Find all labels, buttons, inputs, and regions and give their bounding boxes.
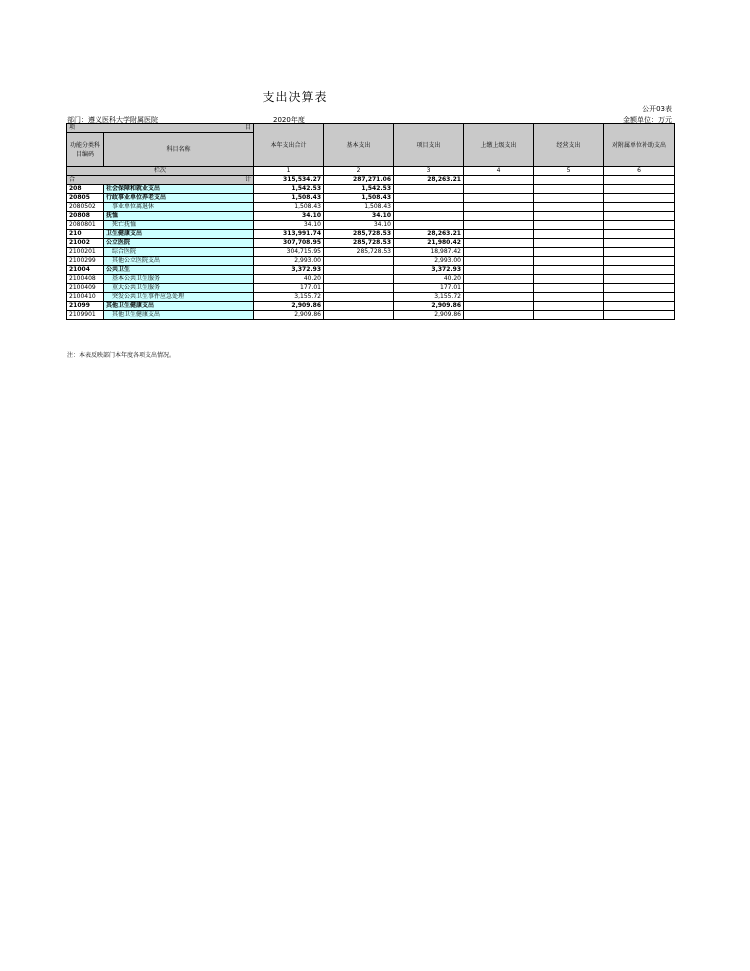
row-value-4 xyxy=(464,239,534,248)
row-value-3: 40.20 xyxy=(394,275,464,284)
row-value-3: 28,263.21 xyxy=(394,230,464,239)
row-value-3: 21,980.42 xyxy=(394,239,464,248)
row-value-4 xyxy=(464,266,534,275)
row-name: 基本公共卫生服务 xyxy=(104,275,254,284)
row-value-4 xyxy=(464,203,534,212)
col-header-3: 项目支出 xyxy=(394,124,464,167)
row-value-6 xyxy=(604,203,675,212)
row-value-2 xyxy=(324,266,394,275)
row-value-6 xyxy=(604,311,675,320)
row-value-6 xyxy=(604,293,675,302)
row-name: 公共卫生 xyxy=(104,266,254,275)
row-value-2: 285,728.53 xyxy=(324,239,394,248)
row-code: 20808 xyxy=(67,212,104,221)
row-value-1: 2,909.86 xyxy=(254,302,324,311)
column-index-1: 1 xyxy=(254,167,324,176)
row-value-4 xyxy=(464,185,534,194)
report-title-text: 支出决算表 xyxy=(262,90,328,104)
row-value-2: 1,508.43 xyxy=(324,194,394,203)
row-value-2 xyxy=(324,311,394,320)
table-row xyxy=(67,203,675,212)
column-index-3: 3 xyxy=(394,167,464,176)
total-value-3: 28,263.21 xyxy=(394,176,464,185)
row-value-5 xyxy=(534,248,604,257)
col-header-1: 本年支出合计 xyxy=(254,124,324,167)
total-value-6 xyxy=(604,176,675,185)
table-row xyxy=(67,284,675,293)
row-value-5 xyxy=(534,230,604,239)
row-name: 其他公立医院支出 xyxy=(104,257,254,266)
row-value-5 xyxy=(534,302,604,311)
row-value-5 xyxy=(534,203,604,212)
row-value-5 xyxy=(534,284,604,293)
expenditure-table xyxy=(66,123,675,320)
row-name: 事业单位离退休 xyxy=(104,203,254,212)
row-value-2: 285,728.53 xyxy=(324,248,394,257)
row-value-1: 2,909.86 xyxy=(254,311,324,320)
table-row xyxy=(67,311,675,320)
header-row-top xyxy=(67,124,675,133)
row-code: 21002 xyxy=(67,239,104,248)
total-value-2: 287,271.06 xyxy=(324,176,394,185)
row-value-3: 3,155.72 xyxy=(394,293,464,302)
row-value-3: 3,372.93 xyxy=(394,266,464,275)
row-value-1: 1,508.43 xyxy=(254,194,324,203)
row-value-6 xyxy=(604,239,675,248)
row-value-1: 313,991.74 xyxy=(254,230,324,239)
row-value-6 xyxy=(604,194,675,203)
row-value-5 xyxy=(534,293,604,302)
row-value-1: 177.01 xyxy=(254,284,324,293)
row-value-3: 177.01 xyxy=(394,284,464,293)
total-row xyxy=(67,176,675,185)
footnote: 注：本表反映部门本年度各项支出情况。 xyxy=(67,352,176,359)
total-value-4 xyxy=(464,176,534,185)
row-name: 其他卫生健康支出 xyxy=(104,311,254,320)
row-name: 卫生健康支出 xyxy=(104,230,254,239)
department-label: 部门：遵义医科大学附属医院 xyxy=(67,116,158,124)
row-value-3 xyxy=(394,212,464,221)
row-code: 2100299 xyxy=(67,257,104,266)
row-value-3 xyxy=(394,185,464,194)
row-value-1: 1,508.43 xyxy=(254,203,324,212)
row-value-1: 34.10 xyxy=(254,212,324,221)
row-value-4 xyxy=(464,257,534,266)
total-value-5 xyxy=(534,176,604,185)
code-header-cell: 功能分类科目编码 xyxy=(67,133,104,167)
row-value-6 xyxy=(604,284,675,293)
table-row xyxy=(67,194,675,203)
table-row xyxy=(67,185,675,194)
row-value-3 xyxy=(394,194,464,203)
table-row xyxy=(67,302,675,311)
row-value-2: 1,508.43 xyxy=(324,203,394,212)
row-value-4 xyxy=(464,284,534,293)
row-value-1: 307,708.95 xyxy=(254,239,324,248)
row-value-5 xyxy=(534,311,604,320)
table-row xyxy=(67,212,675,221)
item-header-right: 目 xyxy=(244,124,251,131)
row-value-5 xyxy=(534,212,604,221)
row-name: 死亡抚恤 xyxy=(104,221,254,230)
table-row xyxy=(67,275,675,284)
item-header-left: 项 xyxy=(69,124,76,131)
row-name: 突发公共卫生事件应急处理 xyxy=(104,293,254,302)
row-value-4 xyxy=(464,248,534,257)
row-value-5 xyxy=(534,257,604,266)
row-code: 21099 xyxy=(67,302,104,311)
total-label-right: 计 xyxy=(244,176,251,183)
row-code: 2100410 xyxy=(67,293,104,302)
col-header-4: 上缴上级支出 xyxy=(464,124,534,167)
row-value-4 xyxy=(464,194,534,203)
row-code: 2080801 xyxy=(67,221,104,230)
row-name: 社会保障和就业支出 xyxy=(104,185,254,194)
row-value-5 xyxy=(534,185,604,194)
row-value-2 xyxy=(324,275,394,284)
table-row xyxy=(67,257,675,266)
row-value-4 xyxy=(464,221,534,230)
row-value-3: 18,987.42 xyxy=(394,248,464,257)
row-value-1: 3,155.72 xyxy=(254,293,324,302)
total-value-1: 315,534.27 xyxy=(254,176,324,185)
row-code: 2109901 xyxy=(67,311,104,320)
table-row xyxy=(67,230,675,239)
total-label-left: 合 xyxy=(69,176,76,183)
row-value-3 xyxy=(394,203,464,212)
row-value-1: 40.20 xyxy=(254,275,324,284)
row-value-6 xyxy=(604,230,675,239)
year-label: 2020年度 xyxy=(273,116,305,124)
row-value-2: 285,728.53 xyxy=(324,230,394,239)
row-code: 21004 xyxy=(67,266,104,275)
row-value-6 xyxy=(604,185,675,194)
row-name: 其他卫生健康支出 xyxy=(104,302,254,311)
row-value-2 xyxy=(324,302,394,311)
row-value-6 xyxy=(604,275,675,284)
col-header-2: 基本支出 xyxy=(324,124,394,167)
row-value-1: 1,542.53 xyxy=(254,185,324,194)
row-value-2: 1,542.53 xyxy=(324,185,394,194)
item-header-cell xyxy=(67,124,254,133)
row-value-4 xyxy=(464,311,534,320)
row-value-3: 2,909.86 xyxy=(394,311,464,320)
table-row xyxy=(67,248,675,257)
row-value-6 xyxy=(604,302,675,311)
row-value-3: 2,909.86 xyxy=(394,302,464,311)
column-index-4: 4 xyxy=(464,167,534,176)
form-number: 公开03表 xyxy=(642,105,672,113)
row-value-6 xyxy=(604,212,675,221)
total-label-cell xyxy=(67,176,254,185)
amount-unit-label: 金额单位：万元 xyxy=(623,116,672,124)
column-index-5: 5 xyxy=(534,167,604,176)
row-value-3 xyxy=(394,221,464,230)
row-code: 20805 xyxy=(67,194,104,203)
row-name: 抚恤 xyxy=(104,212,254,221)
row-code: 2100409 xyxy=(67,284,104,293)
column-index-2: 2 xyxy=(324,167,394,176)
row-value-5 xyxy=(534,275,604,284)
row-value-2: 34.10 xyxy=(324,221,394,230)
row-value-6 xyxy=(604,221,675,230)
row-name: 行政事业单位养老支出 xyxy=(104,194,254,203)
row-code: 2100201 xyxy=(67,248,104,257)
col-header-6: 对附属单位补助支出 xyxy=(604,124,675,167)
row-value-1: 304,715.95 xyxy=(254,248,324,257)
row-code: 208 xyxy=(67,185,104,194)
row-value-2: 34.10 xyxy=(324,212,394,221)
row-name: 重大公共卫生服务 xyxy=(104,284,254,293)
row-name: 综合医院 xyxy=(104,248,254,257)
row-value-1: 34.10 xyxy=(254,221,324,230)
row-code: 2100408 xyxy=(67,275,104,284)
row-code: 210 xyxy=(67,230,104,239)
row-value-2 xyxy=(324,257,394,266)
row-value-1: 2,993.00 xyxy=(254,257,324,266)
col-header-5: 经营支出 xyxy=(534,124,604,167)
table-row xyxy=(67,221,675,230)
row-value-4 xyxy=(464,230,534,239)
row-code: 2080502 xyxy=(67,203,104,212)
row-value-4 xyxy=(464,293,534,302)
row-value-2 xyxy=(324,293,394,302)
report-title xyxy=(0,88,750,105)
name-header-cell: 科目名称 xyxy=(104,133,254,167)
row-value-1: 3,372.93 xyxy=(254,266,324,275)
row-value-5 xyxy=(534,221,604,230)
row-value-5 xyxy=(534,266,604,275)
row-value-3: 2,993.00 xyxy=(394,257,464,266)
column-index-6: 6 xyxy=(604,167,675,176)
row-value-2 xyxy=(324,284,394,293)
row-value-5 xyxy=(534,239,604,248)
row-value-6 xyxy=(604,248,675,257)
row-value-4 xyxy=(464,302,534,311)
row-value-6 xyxy=(604,266,675,275)
table-row xyxy=(67,293,675,302)
table-row xyxy=(67,266,675,275)
column-index-label: 栏次 xyxy=(67,167,254,176)
table-row xyxy=(67,239,675,248)
row-value-4 xyxy=(464,212,534,221)
row-value-5 xyxy=(534,194,604,203)
row-name: 公立医院 xyxy=(104,239,254,248)
column-index-row xyxy=(67,167,675,176)
row-value-4 xyxy=(464,275,534,284)
row-value-6 xyxy=(604,257,675,266)
